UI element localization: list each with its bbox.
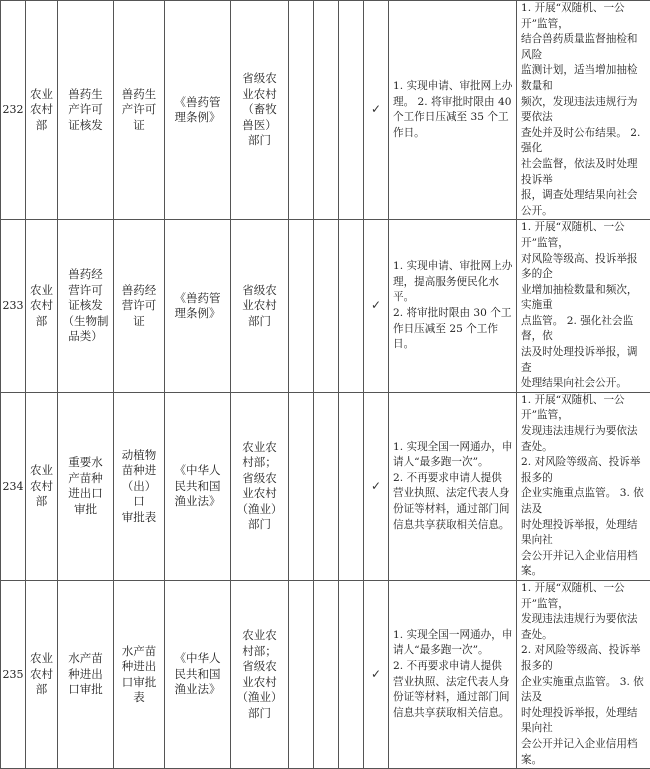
empty-cell — [289, 392, 314, 580]
reform-measures-cell: 1. 实现全国一网通办，申 请人“最多跑一次”。 2. 不再要求申请人提供 营业执照、法定代表人身 份证等材料，通过部门间 信息共享获取相关信息。 — [389, 392, 517, 580]
empty-cell — [314, 1, 339, 220]
legal-basis-cell: 《兽药管 理条例》 — [165, 220, 231, 393]
empty-cell — [289, 220, 314, 393]
empty-cell — [289, 1, 314, 220]
row-number: 233 — [1, 220, 26, 393]
approval-authority-cell: 农业农 村部； 省级农 业农村 （渔业） 部门 — [231, 580, 289, 768]
empty-cell — [314, 580, 339, 768]
row-number: 232 — [1, 1, 26, 220]
sub-item-cell: 兽药经 营许可 证 — [114, 220, 165, 393]
approval-authority-cell: 省级农 业农村 （畜牧 兽医） 部门 — [231, 1, 289, 220]
checkmark-cell: ✓ — [364, 580, 389, 768]
empty-cell — [314, 220, 339, 393]
row-number: 234 — [1, 392, 26, 580]
item-name-cell: 兽药经 营许可 证核发 （生物制 品类） — [58, 220, 114, 393]
reform-measures-cell: 1. 实现申请、审批网上办 理。 2. 将审批时限由 40 个工作日压减至 35 个工 作日。 — [389, 1, 517, 220]
item-name-cell: 水产苗 种进出 口审批 — [58, 580, 114, 768]
department-cell: 农业 农村 部 — [26, 580, 58, 768]
table-row — [1, 392, 650, 580]
supervision-measures-cell: 1. 开展“双随机、一公开”监管， 发现违法违规行为要依法查处。 2. 对风险等级高、投诉举报多的 企业实施重点监管。 3. 依法及 时处理投诉举报，处理结果向社 会公开并记入企业信用档案。 — [517, 580, 650, 768]
empty-cell — [339, 392, 364, 580]
empty-cell — [339, 1, 364, 220]
sub-item-cell: 兽药生 产许可 证 — [114, 1, 165, 220]
row-number: 235 — [1, 580, 26, 768]
empty-cell — [289, 580, 314, 768]
supervision-measures-cell: 1. 开展“双随机、一公开”监管， 对风险等级高、投诉举报多的企 业增加抽检数量和频次，实施重 点监管。 2. 强化社会监督，依 法及时处理投诉举报，调查 处理结果向社会公开。 — [517, 220, 650, 393]
department-cell: 农业 农村 部 — [26, 220, 58, 393]
legal-basis-cell: 《中华人 民共和国 渔业法》 — [165, 392, 231, 580]
approval-authority-cell: 农业农 村部； 省级农 业农村 （渔业） 部门 — [231, 392, 289, 580]
supervision-measures-cell: 1. 开展“双随机、一公开”监管， 发现违法违规行为要依法查处。 2. 对风险等级高、投诉举报多的 企业实施重点监管。 3. 依法及 时处理投诉举报，处理结果向社 会公开并记入企业信用档案。 — [517, 392, 650, 580]
empty-cell — [339, 220, 364, 393]
table-row — [1, 220, 650, 393]
checkmark-cell: ✓ — [364, 1, 389, 220]
department-cell: 农业 农村 部 — [26, 1, 58, 220]
table-row — [1, 580, 650, 768]
table-row — [1, 1, 650, 220]
approval-authority-cell: 省级农 业农村 部门 — [231, 220, 289, 393]
supervision-measures-cell: 1. 开展“双随机、一公开”监管， 结合兽药质量监督抽检和风险 监测计划，适当增加抽检数量和 频次，发现违法违规行为要依法 查处并及时公布结果。 2. 强化 社会监督，依法及时处理投诉举 报，调查处理结果向社会公开。 — [517, 1, 650, 220]
sub-item-cell: 动植物 苗种进 （出）口 审批表 — [114, 392, 165, 580]
item-name-cell: 兽药生 产许可 证核发 — [58, 1, 114, 220]
department-cell: 农业 农村 部 — [26, 392, 58, 580]
reform-measures-cell: 1. 实现全国一网通办，申 请人“最多跑一次”。 2. 不再要求申请人提供 营业执照、法定代表人身 份证等材料，通过部门间 信息共享获取相关信息。 — [389, 580, 517, 768]
checkmark-cell: ✓ — [364, 392, 389, 580]
item-name-cell: 重要水 产苗种 进出口 审批 — [58, 392, 114, 580]
empty-cell — [339, 580, 364, 768]
reform-measures-cell: 1. 实现申请、审批网上办 理，提高服务便民化水平。 2. 将审批时限由 30 个工 作日压减至 25 个工作日。 — [389, 220, 517, 393]
sub-item-cell: 水产苗 种进出 口审批 表 — [114, 580, 165, 768]
empty-cell — [314, 392, 339, 580]
checkmark-cell: ✓ — [364, 220, 389, 393]
legal-basis-cell: 《中华人 民共和国 渔业法》 — [165, 580, 231, 768]
legal-basis-cell: 《兽药管 理条例》 — [165, 1, 231, 220]
